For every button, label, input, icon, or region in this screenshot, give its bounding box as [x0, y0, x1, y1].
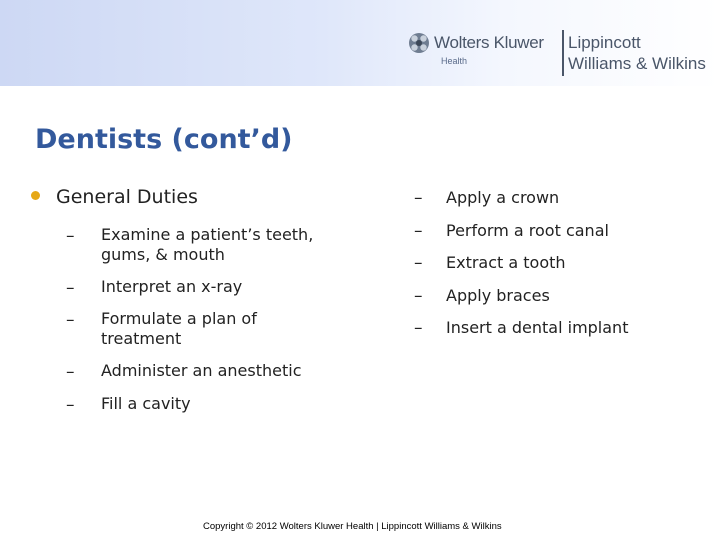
right-list-item: Extract a tooth: [446, 253, 566, 272]
right-list-item: Insert a dental implant: [446, 318, 629, 337]
left-list-item: [101, 361, 301, 381]
right-list-item: Apply a crown: [446, 188, 560, 207]
item-line: gums, & mouth: [101, 245, 225, 264]
dash-marker: –: [66, 310, 75, 330]
item-line: treatment: [101, 329, 182, 348]
item-line: Examine a patient’s teeth,: [101, 225, 314, 244]
right-list-item: Apply braces: [446, 286, 550, 305]
slide-title: Dentists (cont’d): [35, 124, 293, 155]
item-line: Administer an anesthetic: [101, 361, 302, 380]
dash-marker: –: [66, 278, 75, 298]
bullet-dot: [31, 191, 40, 200]
left-list-item: [101, 394, 191, 414]
dash-marker: –: [414, 188, 423, 208]
logo-brand: Wolters Kluwer: [434, 33, 544, 52]
copyright-footer: Copyright © 2012 Wolters Kluwer Health | Lippincott Williams & Wilkins: [203, 521, 502, 532]
dash-marker: –: [66, 362, 75, 382]
dash-marker: –: [414, 221, 423, 241]
logo-partner-line2: Williams & Wilkins: [568, 54, 706, 73]
left-list-item: [101, 225, 313, 265]
left-list-item: [101, 309, 257, 349]
dash-marker: –: [66, 395, 75, 415]
dash-marker: –: [414, 318, 423, 338]
item-line: Formulate a plan of: [101, 309, 257, 328]
logo-sub-brand: Health: [441, 56, 468, 66]
globe-icon: [408, 32, 430, 54]
main-bullet-text: General Duties: [56, 186, 198, 208]
publisher-logo: [408, 30, 720, 80]
right-list-item: Perform a root canal: [446, 221, 609, 240]
item-line: Interpret an x-ray: [101, 277, 243, 296]
dash-marker: –: [414, 286, 423, 306]
dash-marker: –: [66, 226, 75, 246]
left-list-item: [101, 277, 242, 297]
logo-partner-line1: Lippincott: [568, 33, 641, 52]
dash-marker: –: [414, 253, 423, 273]
logo-divider: [562, 30, 564, 76]
item-line: Fill a cavity: [101, 394, 191, 413]
